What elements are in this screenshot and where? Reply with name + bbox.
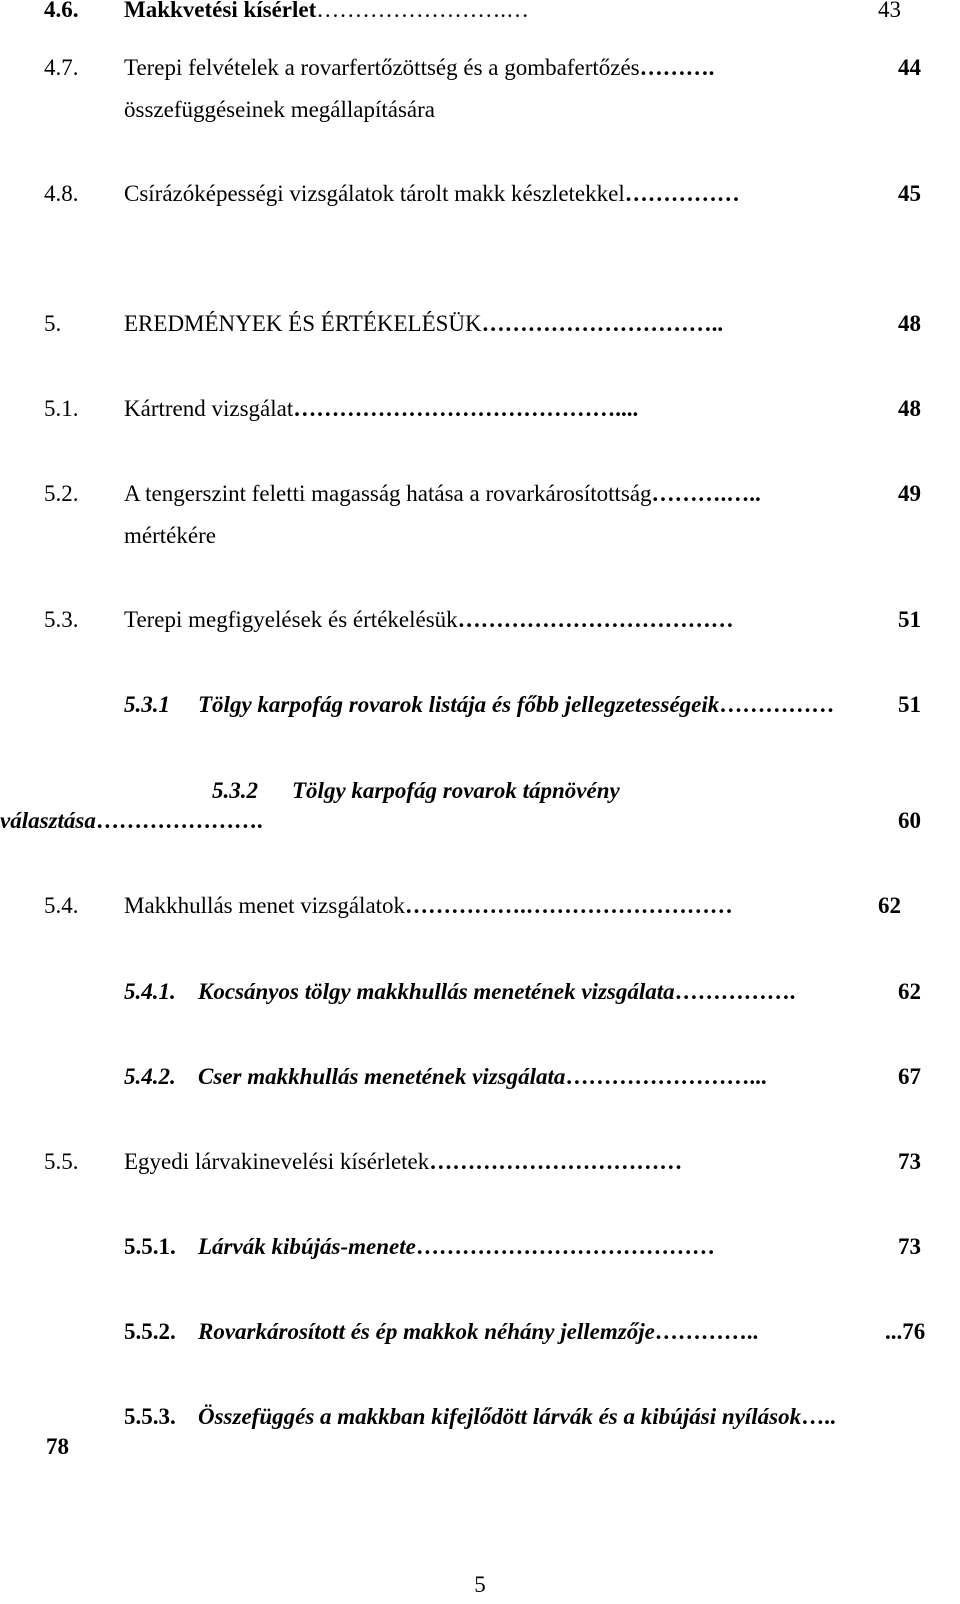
toc-leader: …………………………………: [415, 1234, 715, 1259]
toc-leader: ……………: [719, 692, 835, 717]
toc-page-number: ...76: [885, 1319, 926, 1344]
toc-number: 5.5.1.: [124, 1234, 176, 1259]
toc-leader: …………..: [654, 1319, 759, 1344]
toc-leader: ………………………………: [457, 607, 734, 632]
toc-title: Cser makkhullás menetének vizsgálata: [198, 1064, 566, 1089]
toc-number: 4.7.: [44, 55, 79, 80]
toc-number: 5.5.: [44, 1149, 79, 1174]
toc-leader: …………………………..: [481, 311, 724, 336]
toc-number: 5.1.: [44, 396, 79, 421]
toc-page-number: 51: [898, 692, 921, 717]
toc-leader: ……….: [639, 55, 715, 80]
toc-title-continuation: választása: [0, 808, 96, 833]
toc-page-number: 43: [878, 0, 901, 22]
toc-title: EREDMÉNYEK ÉS ÉRTÉKELÉSÜK: [124, 311, 482, 336]
toc-title: Lárvák kibújás-menete: [198, 1234, 416, 1259]
toc-leader: ……………: [624, 181, 740, 206]
toc-leader: ………………….: [95, 808, 263, 833]
toc-page-number: 78: [46, 1434, 69, 1459]
toc-title: Rovarkárosított és ép makkok néhány jellemzője: [198, 1319, 655, 1344]
toc-number: 5.3.1: [124, 692, 170, 717]
toc-number: 4.8.: [44, 181, 79, 206]
toc-number: 4.6.: [44, 0, 79, 22]
toc-number: 5.5.2.: [124, 1319, 176, 1344]
toc-leader: …………………….…: [316, 0, 530, 22]
toc-leader: ……………………...: [565, 1064, 767, 1089]
toc-page-number: 45: [898, 181, 921, 206]
toc-title-continuation: összefüggéseinek megállapítására: [124, 97, 436, 122]
toc-page-number: 73: [898, 1234, 921, 1259]
toc-title-continuation: mértékére: [124, 523, 216, 548]
toc-page-number: 60: [898, 808, 921, 833]
toc-title: Kártrend vizsgálat: [124, 396, 294, 421]
toc-title: Összefüggés a makkban kifejlődött lárvák és a kibújási nyílások: [198, 1404, 802, 1429]
page-number: 5: [474, 1572, 486, 1597]
toc-title: Kocsányos tölgy makkhullás menetének vizsgálata: [198, 979, 675, 1004]
toc-title: Terepi megfigyelések és értékelésük: [124, 607, 458, 632]
toc-page-number: 48: [898, 311, 921, 336]
toc-number: 5.4.1.: [124, 979, 176, 1004]
toc-title: Terepi felvételek a rovarfertőzöttség és a gombafertőzés: [124, 55, 640, 80]
toc-page-number: 49: [898, 481, 921, 506]
toc-title: A tengerszint feletti magasság hatása a rovarkárosítottság: [124, 481, 652, 506]
toc-title: Makkvetési kísérlet: [124, 0, 317, 22]
toc-leader: ……………………………………....: [293, 396, 639, 421]
toc-page-number: 73: [898, 1149, 921, 1174]
toc-title: Tölgy karpofág rovarok tápnövény: [292, 778, 620, 803]
toc-leader: …………….………………………: [405, 893, 733, 918]
toc-number: 5.5.3.: [124, 1404, 176, 1429]
toc-number: 5.3.: [44, 607, 79, 632]
toc-leader: …..: [801, 1404, 836, 1429]
toc-number: 5.3.2: [212, 778, 258, 803]
toc-page-number: 62: [898, 979, 921, 1004]
toc-page-number: 51: [898, 607, 921, 632]
toc-leader: ……………………………: [429, 1149, 683, 1174]
toc-page-number: 67: [898, 1064, 921, 1089]
toc-page-number: 44: [898, 55, 921, 80]
toc-page-number: 62: [878, 893, 901, 918]
toc-number: 5.: [44, 311, 62, 336]
toc-number: 5.4.: [44, 893, 79, 918]
toc-leader: ……….…..: [651, 481, 761, 506]
toc-number: 5.4.2.: [124, 1064, 176, 1089]
toc-title: Makkhullás menet vizsgálatok: [124, 893, 406, 918]
toc-number: 5.2.: [44, 481, 79, 506]
toc-title: Egyedi lárvakinevelési kísérletek: [124, 1149, 430, 1174]
toc-title: Tölgy karpofág rovarok listája és főbb jellegzetességeik: [198, 692, 720, 717]
toc-leader: …………….: [674, 979, 796, 1004]
toc-page-number: 48: [898, 396, 921, 421]
toc-title: Csírázóképességi vizsgálatok tárolt makk készletekkel: [124, 181, 625, 206]
